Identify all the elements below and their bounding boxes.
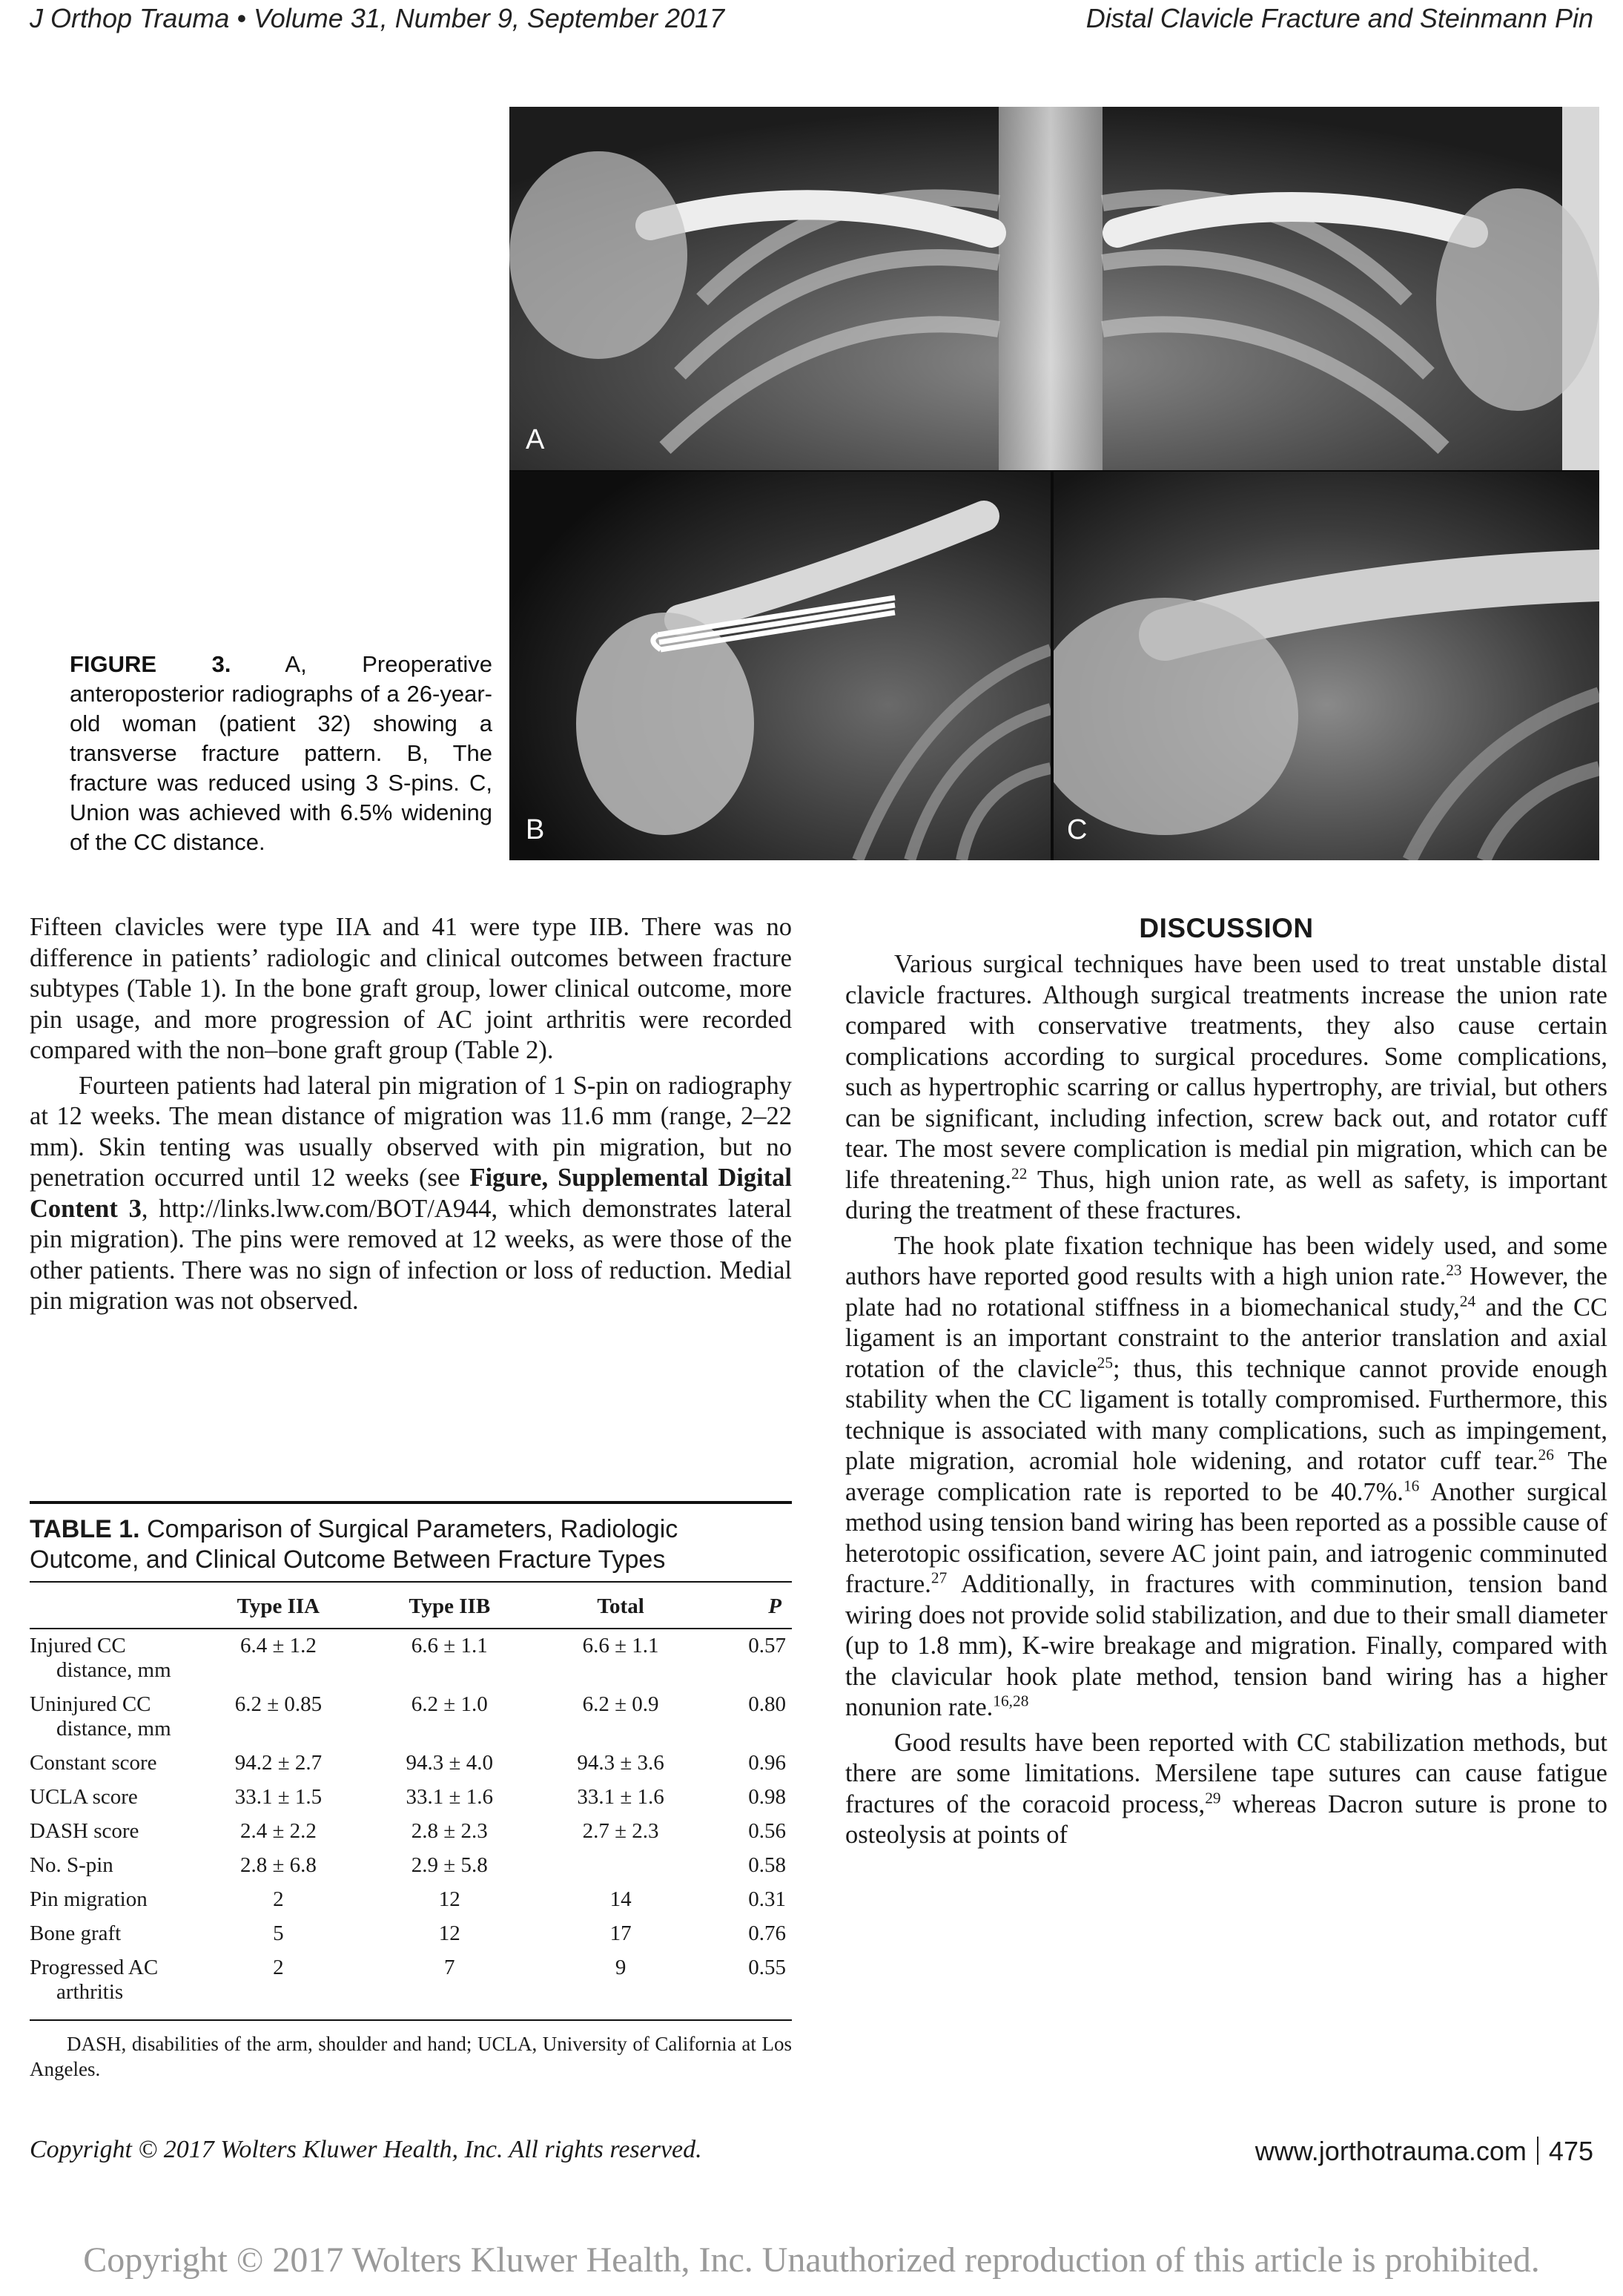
row-label-line-1: Constant score [30, 1751, 157, 1775]
table-row [30, 1883, 792, 1917]
citation-superscript: 23 [1446, 1261, 1462, 1279]
cell-type-iia: 94.2 ± 2.7 [234, 1751, 323, 1775]
cell-type-iib: 6.2 ± 1.0 [411, 1692, 488, 1716]
table-header-row [30, 1582, 792, 1629]
radiograph-c-image [1054, 472, 1599, 860]
discussion-p2-text-g: Additionally, in fractures with comminution, tension band wiring does not provide solid stabilization, and due to their small diameter (up to 1.8 mm), K-wire breakage and migration. Finally, compared with the clavicular hook plate method, tension band wiring has a higher nonunion rate. [845, 1570, 1607, 1721]
cell-total: 14 [609, 1887, 632, 1911]
cell-p-value: 0.58 [748, 1853, 786, 1877]
cell-p-value: 0.80 [748, 1692, 786, 1716]
row-label-line-1: No. S-pin [30, 1853, 113, 1877]
row-label-line-2: distance, mm [56, 1658, 171, 1682]
citation-superscript: 25 [1097, 1353, 1114, 1371]
cell-p-value: 0.76 [748, 1921, 786, 1945]
citation-superscript: 29 [1205, 1789, 1221, 1807]
page-number: 475 [1548, 2136, 1593, 2166]
cell-total: 6.6 ± 1.1 [582, 1634, 659, 1657]
table-grid [30, 1581, 792, 2021]
citation-superscript: 16 [1403, 1477, 1420, 1494]
cell-total: 33.1 ± 1.6 [577, 1785, 664, 1809]
table-row [30, 1746, 792, 1781]
discussion-p2-text-b: However, the plate had no rotational stiffness in a biomechanical study, [845, 1262, 1607, 1322]
row-label-line-1: Injured CC [30, 1634, 126, 1657]
header-label [30, 1582, 193, 1629]
table-1 [30, 1501, 792, 2082]
cell-p-value: 0.96 [748, 1751, 786, 1775]
cell-type-iib: 2.9 ± 5.8 [411, 1853, 488, 1877]
journal-citation: J Orthop Trauma • Volume 31, Number 9, September 2017 [30, 3, 725, 33]
row-label-line-1: DASH score [30, 1819, 139, 1843]
cell-type-iib: 12 [438, 1921, 460, 1945]
row-label [30, 1883, 193, 1917]
copyright-watermark: Copyright © 2017 Wolters Kluwer Health, Inc. Unauthorized reproduction of this article is prohibited. [83, 2240, 1540, 2280]
journal-url[interactable]: www.jorthotrauma.com [1255, 2136, 1527, 2166]
row-label [30, 1815, 193, 1849]
discussion-paragraph-1 [845, 949, 1607, 1227]
citation-superscript: 22 [1011, 1164, 1028, 1182]
discussion-paragraph-2 [845, 1231, 1607, 1723]
table-label: TABLE 1. [30, 1515, 140, 1543]
figure-caption [70, 650, 492, 857]
citation-superscript: 24 [1459, 1292, 1476, 1310]
cell-p-value: 0.57 [748, 1634, 786, 1657]
article-short-title: Distal Clavicle Fracture and Steinmann Pin [1085, 3, 1593, 33]
radiograph-panel-c [1054, 472, 1599, 860]
cell-total [535, 1849, 707, 1883]
panel-label-b: B [526, 814, 545, 845]
table-row [30, 1951, 792, 2020]
cell-type-iia: 2.4 ± 2.2 [239, 1819, 317, 1843]
table-row [30, 1917, 792, 1951]
discussion-p3-text-a: Good results have been reported with CC stabilization methods, but there are some limitations. Mersilene tape sutures can cause fatigue fractures of the coracoid process, [845, 1728, 1607, 1818]
cell-type-iia: 2.8 ± 6.8 [239, 1853, 317, 1877]
cell-type-iia: 33.1 ± 1.5 [234, 1785, 323, 1809]
table-title: Comparison of Surgical Parameters, Radiologic Outcome, and Clinical Outcome Between Fracture Types [30, 1515, 678, 1574]
radiograph-b-image [509, 472, 1051, 860]
discussion-p2-text-f: Another surgical method using tension band wiring has been reported as a possible cause of heterotopic ossification, severe AC joint pain, and iatrogenic comminuted fracture. [845, 1477, 1607, 1598]
row-label-line-1: Bone graft [30, 1921, 122, 1945]
cell-total: 94.3 ± 3.6 [577, 1751, 664, 1775]
cell-type-iib: 94.3 ± 4.0 [406, 1751, 493, 1775]
row-label-line-1: UCLA score [30, 1785, 138, 1809]
figure-caption-label: FIGURE 3. [70, 651, 231, 677]
discussion-p2-text-d: ; thus, this technique cannot provide enough stability when the CC ligament is totally compromised. Furthermore, this technique is associated with many complications, such as impingement, plate migration, acromial hole widening, and rotator cuff tear. [845, 1354, 1608, 1475]
discussion-p2-text-c: and the CC ligament is an important constraint to the anterior translation and axial rotation of the clavicle [845, 1293, 1607, 1383]
row-label-line-2: distance, mm [56, 1717, 171, 1741]
header-type-iib: Type IIB [364, 1582, 535, 1629]
table-caption [30, 1501, 792, 1581]
right-column [845, 912, 1607, 1851]
row-label-line-1: Uninjured CC [30, 1692, 151, 1716]
table-row [30, 1781, 792, 1815]
cell-type-iib: 7 [364, 1951, 535, 2020]
header-type-iia: Type IIA [193, 1582, 364, 1629]
cell-type-iib: 33.1 ± 1.6 [406, 1785, 493, 1809]
table-body [30, 1629, 792, 2020]
cell-total: 6.2 ± 0.9 [582, 1692, 659, 1716]
footer-right [1255, 2136, 1593, 2167]
footer-copyright: Copyright © 2017 Wolters Kluwer Health, Inc. All rights reserved. [30, 2136, 702, 2163]
panel-label-a: A [526, 424, 545, 455]
row-label [30, 1781, 193, 1815]
cell-type-iib: 12 [438, 1887, 460, 1911]
row-label [30, 1746, 193, 1781]
table-row [30, 1815, 792, 1849]
citation-superscript: 16,28 [993, 1692, 1029, 1710]
row-label-line-1: Pin migration [30, 1887, 148, 1911]
radiograph-panel-b [509, 472, 1051, 860]
cell-p-value: 0.98 [748, 1785, 786, 1809]
row-label [30, 1629, 193, 1688]
cell-p-value: 0.56 [748, 1819, 786, 1843]
figure-3 [509, 107, 1599, 860]
row-label [30, 1917, 193, 1951]
table-row [30, 1688, 792, 1746]
row-label [30, 1688, 193, 1746]
cell-total: 2.7 ± 2.3 [582, 1819, 659, 1843]
cell-type-iia: 2 [273, 1887, 284, 1911]
row-label-line-2: arthritis [56, 1980, 124, 2004]
running-head [30, 3, 1593, 39]
section-heading-discussion: DISCUSSION [1139, 913, 1314, 943]
row-label [30, 1951, 193, 2020]
citation-superscript: 27 [931, 1568, 948, 1587]
supplemental-content-link-label: Figure, Supplemental Digital Content 3 [30, 1164, 792, 1223]
results-paragraph-1: Fifteen clavicles were type IIA and 41 were type IIB. There was no difference in patients’ radiologic and clinical outcomes between fracture subtypes (Table 1). In the bone graft group, lower clinical outcome, more pin usage, and more progression of AC joint arthritis were recorded compared with the non–bone graft group (Table 2). [30, 913, 792, 1064]
page-footer [30, 2136, 1593, 2173]
footer-divider [1537, 2137, 1538, 2165]
discussion-paragraph-3 [845, 1728, 1607, 1851]
results-paragraph-2-text-a: Fourteen patients had lateral pin migration of 1 S-pin on radiography at 12 weeks. The mean distance of migration was 11.6 mm (range, 2–22 mm). Skin tenting was usually observed with pin migration, but no penetration occurred until 12 weeks (see [30, 1071, 792, 1192]
cell-type-iia: 2 [193, 1951, 364, 2020]
results-paragraph-2-text-b: , http://links.lww.com/BOT/A944, which demonstrates lateral pin migration). The pins were removed at 12 weeks, as were those of the other patients. There was no sign of infection or loss of reduction. Medial pin migration was not observed. [30, 1194, 792, 1315]
figure-caption-text: A, Preoperative anteroposterior radiographs of a 26-year-old woman (patient 32) showing a transverse fracture pattern. B, The fracture was reduced using 3 S-pins. C, Union was achieved with 6.5% widening of the CC distance. [70, 651, 493, 855]
table-footnote: DASH, disabilities of the arm, shoulder and hand; UCLA, University of California at Los Angeles. [30, 2033, 792, 2080]
results-paragraph-2 [30, 1071, 792, 1317]
cell-total: 9 [535, 1951, 707, 2020]
row-label [30, 1849, 193, 1883]
cell-type-iia: 5 [273, 1921, 284, 1945]
cell-p-value: 0.31 [748, 1887, 786, 1911]
cell-type-iib: 6.6 ± 1.1 [411, 1634, 488, 1657]
discussion-p3-text-b: whereas Dacron suture is prone to osteolysis at points of [845, 1789, 1607, 1849]
panel-label-c: C [1067, 814, 1088, 845]
radiograph-panel-a [509, 107, 1599, 470]
radiograph-a-image [509, 107, 1599, 470]
cell-type-iia: 6.4 ± 1.2 [239, 1634, 317, 1657]
discussion-p1-text-a: Various surgical techniques have been used to treat unstable distal clavicle fractures. Although surgical treatments increase the union rate compared with conservative treatments, they also cause certain complications according to surgical procedures. Some complications, such as hypertrophic scarring or callus hypertrophy, are trivial, but others can be significant, including infection, screw back out, and rotator cuff tear. The most severe complication is medial pin migration, which can be life threatening. [845, 950, 1607, 1194]
left-column [30, 912, 792, 1317]
cell-type-iib: 2.8 ± 2.3 [411, 1819, 488, 1843]
table-row [30, 1849, 792, 1883]
table-row [30, 1629, 792, 1688]
cell-total: 17 [609, 1921, 632, 1945]
cell-p-value: 0.55 [706, 1951, 792, 2020]
citation-superscript: 26 [1538, 1445, 1554, 1464]
discussion-p2-text-e: The average complication rate is reported to be 40.7%. [845, 1447, 1607, 1506]
row-label-line-1: Progressed AC [30, 1956, 159, 1979]
cell-type-iia: 6.2 ± 0.85 [234, 1692, 323, 1716]
discussion-p2-text-a: The hook plate fixation technique has been widely used, and some authors have reported good results with a high union rate. [845, 1231, 1607, 1290]
discussion-p1-text-b: Thus, high union rate, as well as safety, is important during the treatment of these fractures. [845, 1165, 1608, 1224]
header-p: P [706, 1582, 792, 1629]
header-total: Total [535, 1582, 707, 1629]
